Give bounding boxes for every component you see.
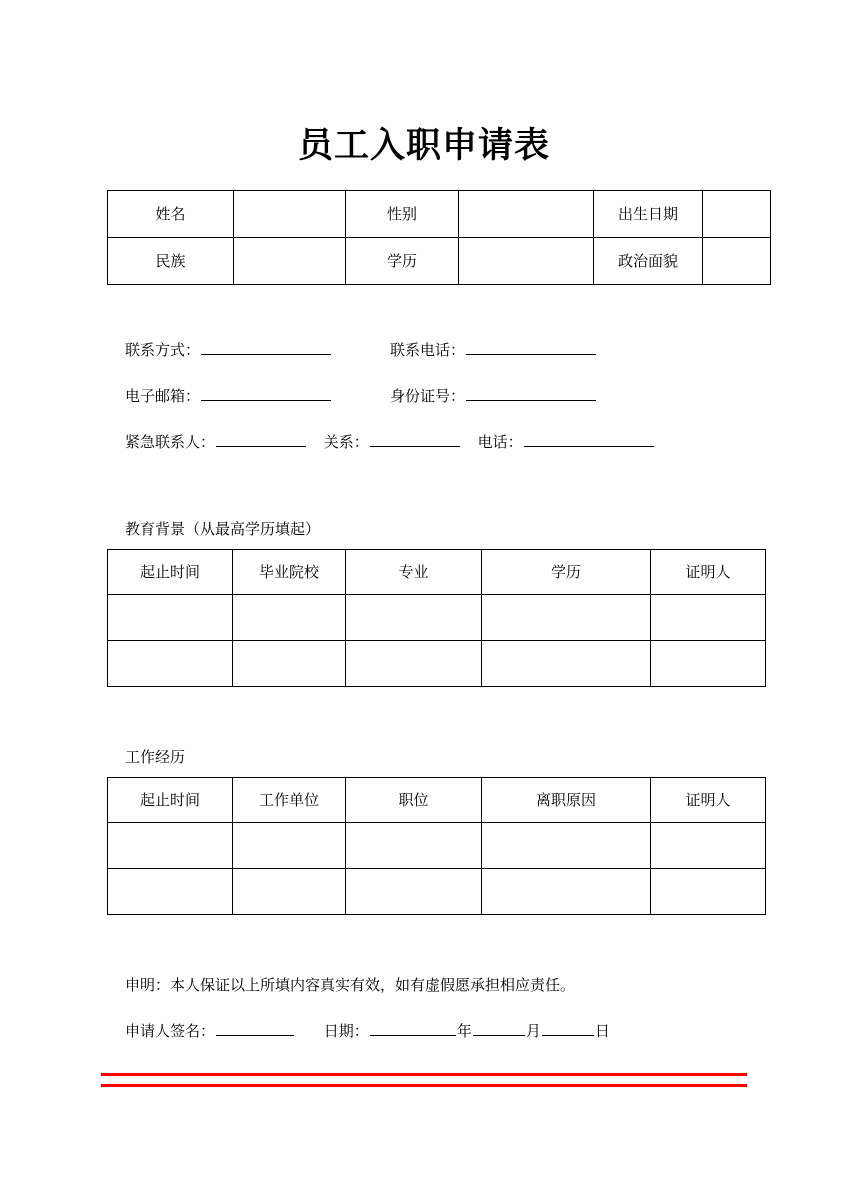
field-emergency-contact-input[interactable]: [216, 431, 306, 447]
work-cell[interactable]: [482, 823, 651, 869]
education-col-school: 毕业院校: [233, 550, 346, 595]
contact-row-1: [125, 327, 745, 373]
table-row: [108, 191, 771, 238]
work-experience-table: [107, 777, 766, 915]
education-col-degree: 学历: [482, 550, 651, 595]
field-id-number: [390, 373, 597, 419]
education-cell[interactable]: [346, 641, 482, 687]
field-emergency-relation-input[interactable]: [370, 431, 460, 447]
table-row: [108, 869, 766, 915]
work-col-employer: 工作单位: [233, 778, 346, 823]
field-emergency-contact: [125, 419, 307, 465]
education-cell[interactable]: [108, 595, 233, 641]
page-title: 员工入职申请表: [297, 126, 550, 166]
education-col-reference: 证明人: [651, 550, 766, 595]
work-cell[interactable]: [108, 869, 233, 915]
personal-value-education[interactable]: [459, 238, 594, 285]
field-date-day-input[interactable]: [542, 1020, 594, 1036]
personal-value-name[interactable]: [234, 191, 346, 238]
education-cell[interactable]: [651, 641, 766, 687]
work-cell[interactable]: [346, 823, 482, 869]
field-date: [324, 1008, 610, 1054]
personal-label-education: 学历: [346, 238, 459, 285]
field-emergency-contact-label: 紧急联系人：: [125, 433, 216, 451]
field-date-year-unit: 年: [456, 1022, 472, 1040]
field-contact-phone-label: 联系电话：: [390, 341, 466, 359]
personal-label-political-status: 政治面貌: [594, 238, 703, 285]
work-col-position: 职位: [346, 778, 482, 823]
work-cell[interactable]: [233, 869, 346, 915]
personal-label-gender: 性别: [346, 191, 459, 238]
declaration-statement-row: [125, 962, 745, 1008]
work-cell[interactable]: [482, 869, 651, 915]
footer-decoration: [101, 1071, 747, 1091]
education-cell[interactable]: [651, 595, 766, 641]
work-cell[interactable]: [651, 823, 766, 869]
table-row: [108, 823, 766, 869]
field-id-number-label: 身份证号：: [390, 387, 466, 405]
education-cell[interactable]: [346, 595, 482, 641]
personal-value-gender[interactable]: [459, 191, 594, 238]
field-applicant-signature: [125, 1008, 295, 1054]
field-emergency-phone-label: 电话：: [477, 433, 523, 451]
education-cell[interactable]: [482, 595, 651, 641]
table-header-row: [108, 778, 766, 823]
personal-label-birthdate: 出生日期: [594, 191, 703, 238]
education-cell[interactable]: [108, 641, 233, 687]
field-contact-method-label: 联系方式：: [125, 341, 201, 359]
contact-row-2: [125, 373, 745, 419]
field-contact-phone: [390, 327, 597, 373]
field-email: [125, 373, 332, 419]
field-contact-phone-input[interactable]: [466, 339, 596, 355]
personal-label-ethnicity: 民族: [108, 238, 234, 285]
field-date-label: 日期：: [323, 1022, 369, 1040]
field-contact-method-input[interactable]: [201, 339, 331, 355]
field-emergency-relation: [324, 419, 461, 465]
declaration-block: [125, 962, 745, 1054]
work-col-leaving-reason: 离职原因: [482, 778, 651, 823]
signature-row: [125, 1008, 745, 1054]
work-cell[interactable]: [346, 869, 482, 915]
field-date-year-input[interactable]: [370, 1020, 456, 1036]
field-emergency-relation-label: 关系：: [323, 433, 369, 451]
field-emergency-phone-input[interactable]: [524, 431, 654, 447]
field-date-month-unit: 月: [525, 1022, 541, 1040]
field-emergency-phone: [478, 419, 655, 465]
table-row: [108, 238, 771, 285]
work-cell[interactable]: [108, 823, 233, 869]
table-row: [108, 595, 766, 641]
footer-rule-top: [101, 1073, 747, 1076]
footer-rule-bottom: [101, 1084, 747, 1087]
declaration-statement: 申明：本人保证以上所填内容真实有效，如有虚假愿承担相应责任。: [125, 976, 576, 994]
table-header-row: [108, 550, 766, 595]
education-col-major: 专业: [346, 550, 482, 595]
field-date-day-unit: 日: [594, 1022, 610, 1040]
personal-value-political-status[interactable]: [703, 238, 771, 285]
field-applicant-signature-input[interactable]: [216, 1020, 294, 1036]
education-cell[interactable]: [482, 641, 651, 687]
field-email-input[interactable]: [201, 385, 331, 401]
personal-label-name: 姓名: [108, 191, 234, 238]
field-email-label: 电子邮箱：: [125, 387, 201, 405]
work-col-period: 起止时间: [108, 778, 233, 823]
field-date-month-input[interactable]: [473, 1020, 525, 1036]
work-cell[interactable]: [233, 823, 346, 869]
contact-fields-block: [125, 327, 745, 465]
education-section-heading: 教育背景（从最高学历填起）: [125, 520, 321, 538]
personal-info-table: [107, 190, 771, 285]
contact-row-emergency: [125, 419, 745, 465]
work-col-reference: 证明人: [651, 778, 766, 823]
table-row: [108, 641, 766, 687]
education-cell[interactable]: [233, 595, 346, 641]
field-contact-method: [125, 327, 332, 373]
education-col-period: 起止时间: [108, 550, 233, 595]
education-cell[interactable]: [233, 641, 346, 687]
work-section-heading: 工作经历: [125, 748, 186, 766]
education-table: [107, 549, 766, 687]
field-applicant-signature-label: 申请人签名：: [125, 1022, 216, 1040]
personal-value-ethnicity[interactable]: [234, 238, 346, 285]
personal-value-birthdate[interactable]: [703, 191, 771, 238]
field-id-number-input[interactable]: [466, 385, 596, 401]
work-cell[interactable]: [651, 869, 766, 915]
